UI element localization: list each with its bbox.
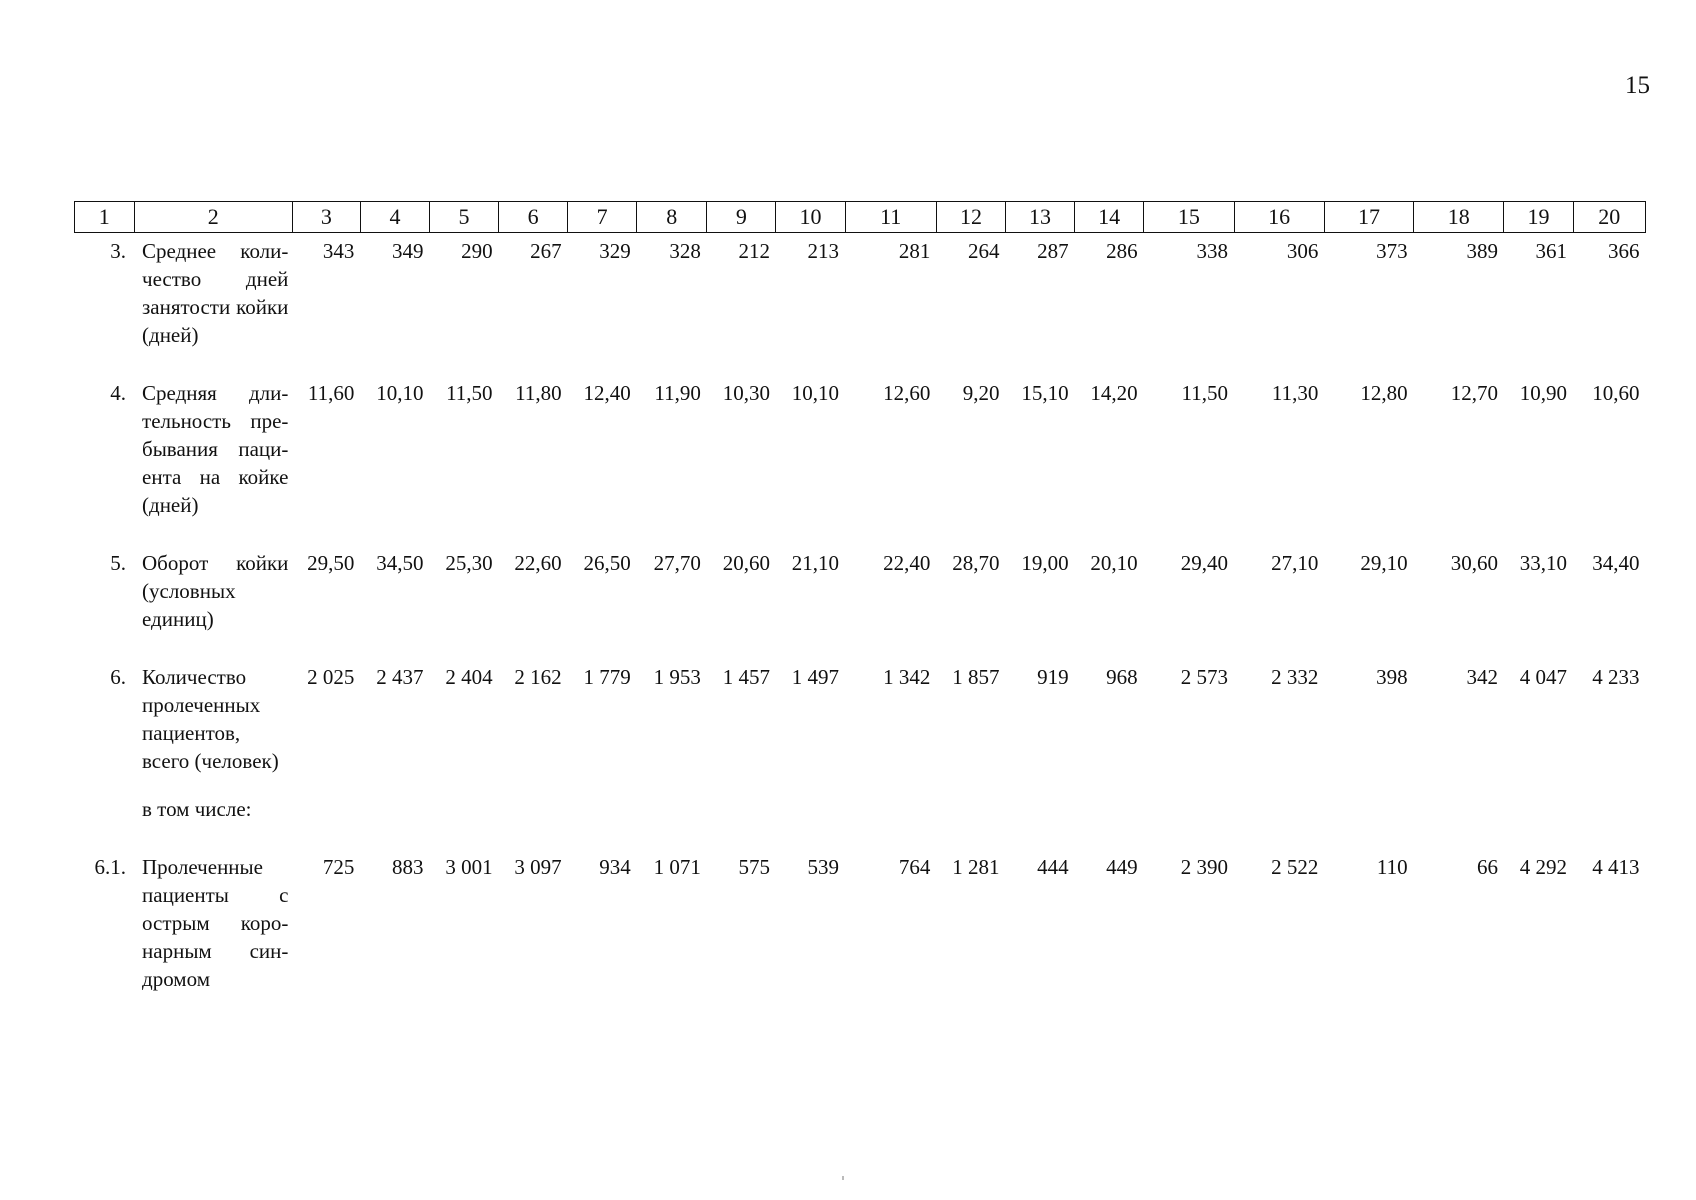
value-cell: 14,20 [1090, 381, 1138, 405]
value-cell: 398 [1376, 665, 1408, 689]
column-number: 16 [1234, 202, 1324, 233]
value-cell: 27,70 [653, 551, 701, 575]
value-cell: 12,60 [883, 381, 931, 405]
value-cell: 539 [807, 855, 840, 879]
value-cell: 12,70 [1450, 381, 1498, 405]
row-number: 6.1. [94, 855, 127, 879]
column-number: 1 [75, 202, 135, 233]
table-row [75, 659, 1646, 775]
column-number: 12 [936, 202, 1005, 233]
value-cell: 1 342 [883, 665, 931, 689]
column-number-header-row [75, 202, 1646, 233]
value-cell: 883 [391, 855, 424, 879]
value-cell: 3 097 [514, 855, 562, 879]
value-cell: 349 [391, 239, 424, 263]
value-cell: 389 [1466, 239, 1498, 263]
indicator-name: Среднее количество дней занятости койки (дней) [142, 239, 289, 347]
column-number: 8 [637, 202, 707, 233]
value-cell: 725 [322, 855, 355, 879]
indicator-name: Средняя длительность пребывания пациента на койке (дней) [142, 381, 289, 517]
value-cell: 919 [1037, 665, 1069, 689]
column-number: 17 [1324, 202, 1413, 233]
value-cell: 4 047 [1519, 665, 1568, 689]
value-cell: 29,50 [307, 551, 355, 575]
value-cell: 264 [968, 239, 1000, 263]
value-cell: 2 437 [376, 665, 424, 689]
value-cell: 213 [807, 239, 840, 263]
row-number: 5. [110, 551, 127, 575]
value-cell: 4 292 [1519, 855, 1568, 879]
column-number: 3 [292, 202, 360, 233]
value-cell: 11,50 [1181, 381, 1228, 405]
page-number: 15 [1625, 72, 1650, 99]
value-cell: 2 404 [445, 665, 493, 689]
indicator-name: Оборот койки (условных единиц) [142, 551, 289, 631]
column-number: 20 [1573, 202, 1645, 233]
value-cell: 10,10 [376, 381, 424, 405]
table-row [75, 545, 1646, 633]
value-cell: 34,40 [1592, 551, 1640, 575]
column-number: 11 [845, 202, 936, 233]
value-cell: 1 857 [952, 665, 1000, 689]
column-number: 4 [360, 202, 429, 233]
column-number: 10 [776, 202, 845, 233]
value-cell: 373 [1376, 239, 1408, 263]
value-cell: 575 [738, 855, 770, 879]
value-cell: 10,90 [1519, 381, 1568, 405]
table-body [75, 233, 1646, 994]
value-cell: 26,50 [583, 551, 631, 575]
spacer-row [75, 633, 1646, 659]
column-number: 9 [707, 202, 776, 233]
scan-mark [842, 1176, 844, 1180]
value-cell: 328 [669, 239, 701, 263]
value-cell: 1 071 [653, 855, 701, 879]
spacer-row [75, 823, 1646, 849]
value-cell: 28,70 [952, 551, 1000, 575]
subtitle-label: в том числе: [142, 797, 252, 821]
value-cell: 1 281 [952, 855, 1000, 879]
column-number: 7 [568, 202, 637, 233]
row-number: 3. [110, 239, 127, 263]
row-number: 6. [110, 665, 127, 689]
value-cell: 329 [599, 239, 631, 263]
indicator-name: Количество пролеченных пациентов, всего (человек) [142, 665, 279, 773]
value-cell: 12,40 [583, 381, 631, 405]
value-cell: 22,40 [883, 551, 931, 575]
value-cell: 290 [461, 239, 493, 263]
value-cell: 11,80 [515, 381, 562, 405]
value-cell: 11,50 [446, 381, 493, 405]
value-cell: 212 [738, 239, 770, 263]
value-cell: 2 162 [514, 665, 562, 689]
value-cell: 22,60 [514, 551, 562, 575]
value-cell: 15,10 [1021, 381, 1069, 405]
value-cell: 11,90 [654, 381, 701, 405]
value-cell: 338 [1196, 239, 1228, 263]
indicator-name: Пролеченные пациенты с острым коронарным синдромом [142, 855, 289, 991]
value-cell: 1 457 [722, 665, 770, 689]
statistics-table [74, 201, 1646, 993]
value-cell: 66 [1476, 855, 1498, 879]
value-cell: 449 [1106, 855, 1138, 879]
value-cell: 29,40 [1180, 551, 1228, 575]
value-cell: 444 [1037, 855, 1069, 879]
spacer-row [75, 775, 1646, 791]
value-cell: 2 390 [1180, 855, 1228, 879]
value-cell: 19,00 [1021, 551, 1069, 575]
subtitle-row [75, 791, 1646, 823]
value-cell: 342 [1466, 665, 1498, 689]
value-cell: 10,30 [722, 381, 770, 405]
column-number: 2 [134, 202, 292, 233]
value-cell: 27,10 [1271, 551, 1319, 575]
value-cell: 306 [1286, 239, 1319, 263]
value-cell: 934 [599, 855, 631, 879]
value-cell: 29,10 [1360, 551, 1408, 575]
value-cell: 11,60 [307, 381, 355, 405]
value-cell: 361 [1535, 239, 1568, 263]
value-cell: 2 332 [1271, 665, 1319, 689]
table-row [75, 233, 1646, 350]
value-cell: 25,30 [445, 551, 493, 575]
value-cell: 20,60 [722, 551, 770, 575]
column-number: 14 [1075, 202, 1144, 233]
value-cell: 34,50 [376, 551, 424, 575]
value-cell: 4 233 [1592, 665, 1640, 689]
value-cell: 33,10 [1519, 551, 1568, 575]
spacer-row [75, 349, 1646, 375]
value-cell: 1 779 [583, 665, 631, 689]
column-number: 6 [499, 202, 568, 233]
column-number: 5 [429, 202, 498, 233]
column-number: 19 [1504, 202, 1573, 233]
value-cell: 2 025 [307, 665, 355, 689]
value-cell: 366 [1608, 239, 1640, 263]
value-cell: 286 [1106, 239, 1138, 263]
value-cell: 343 [322, 239, 355, 263]
value-cell: 3 001 [445, 855, 493, 879]
value-cell: 12,80 [1360, 381, 1408, 405]
value-cell: 30,60 [1450, 551, 1498, 575]
value-cell: 21,10 [791, 551, 840, 575]
value-cell: 11,30 [1271, 381, 1319, 405]
value-cell: 20,10 [1090, 551, 1138, 575]
value-cell: 968 [1106, 665, 1138, 689]
spacer-row [75, 519, 1646, 545]
row-number: 4. [110, 381, 127, 405]
value-cell: 1 497 [791, 665, 840, 689]
value-cell: 281 [898, 239, 931, 263]
value-cell: 10,10 [791, 381, 840, 405]
value-cell: 10,60 [1592, 381, 1640, 405]
column-number: 18 [1414, 202, 1504, 233]
value-cell: 4 413 [1592, 855, 1640, 879]
value-cell: 2 573 [1180, 665, 1228, 689]
value-cell: 764 [898, 855, 931, 879]
column-number: 15 [1144, 202, 1234, 233]
value-cell: 287 [1037, 239, 1069, 263]
table-row [75, 375, 1646, 519]
value-cell: 110 [1376, 855, 1408, 879]
value-cell: 267 [530, 239, 562, 263]
value-cell: 9,20 [962, 381, 1000, 405]
value-cell: 2 522 [1271, 855, 1319, 879]
column-number: 13 [1006, 202, 1075, 233]
value-cell: 1 953 [653, 665, 701, 689]
table-row [75, 849, 1646, 993]
